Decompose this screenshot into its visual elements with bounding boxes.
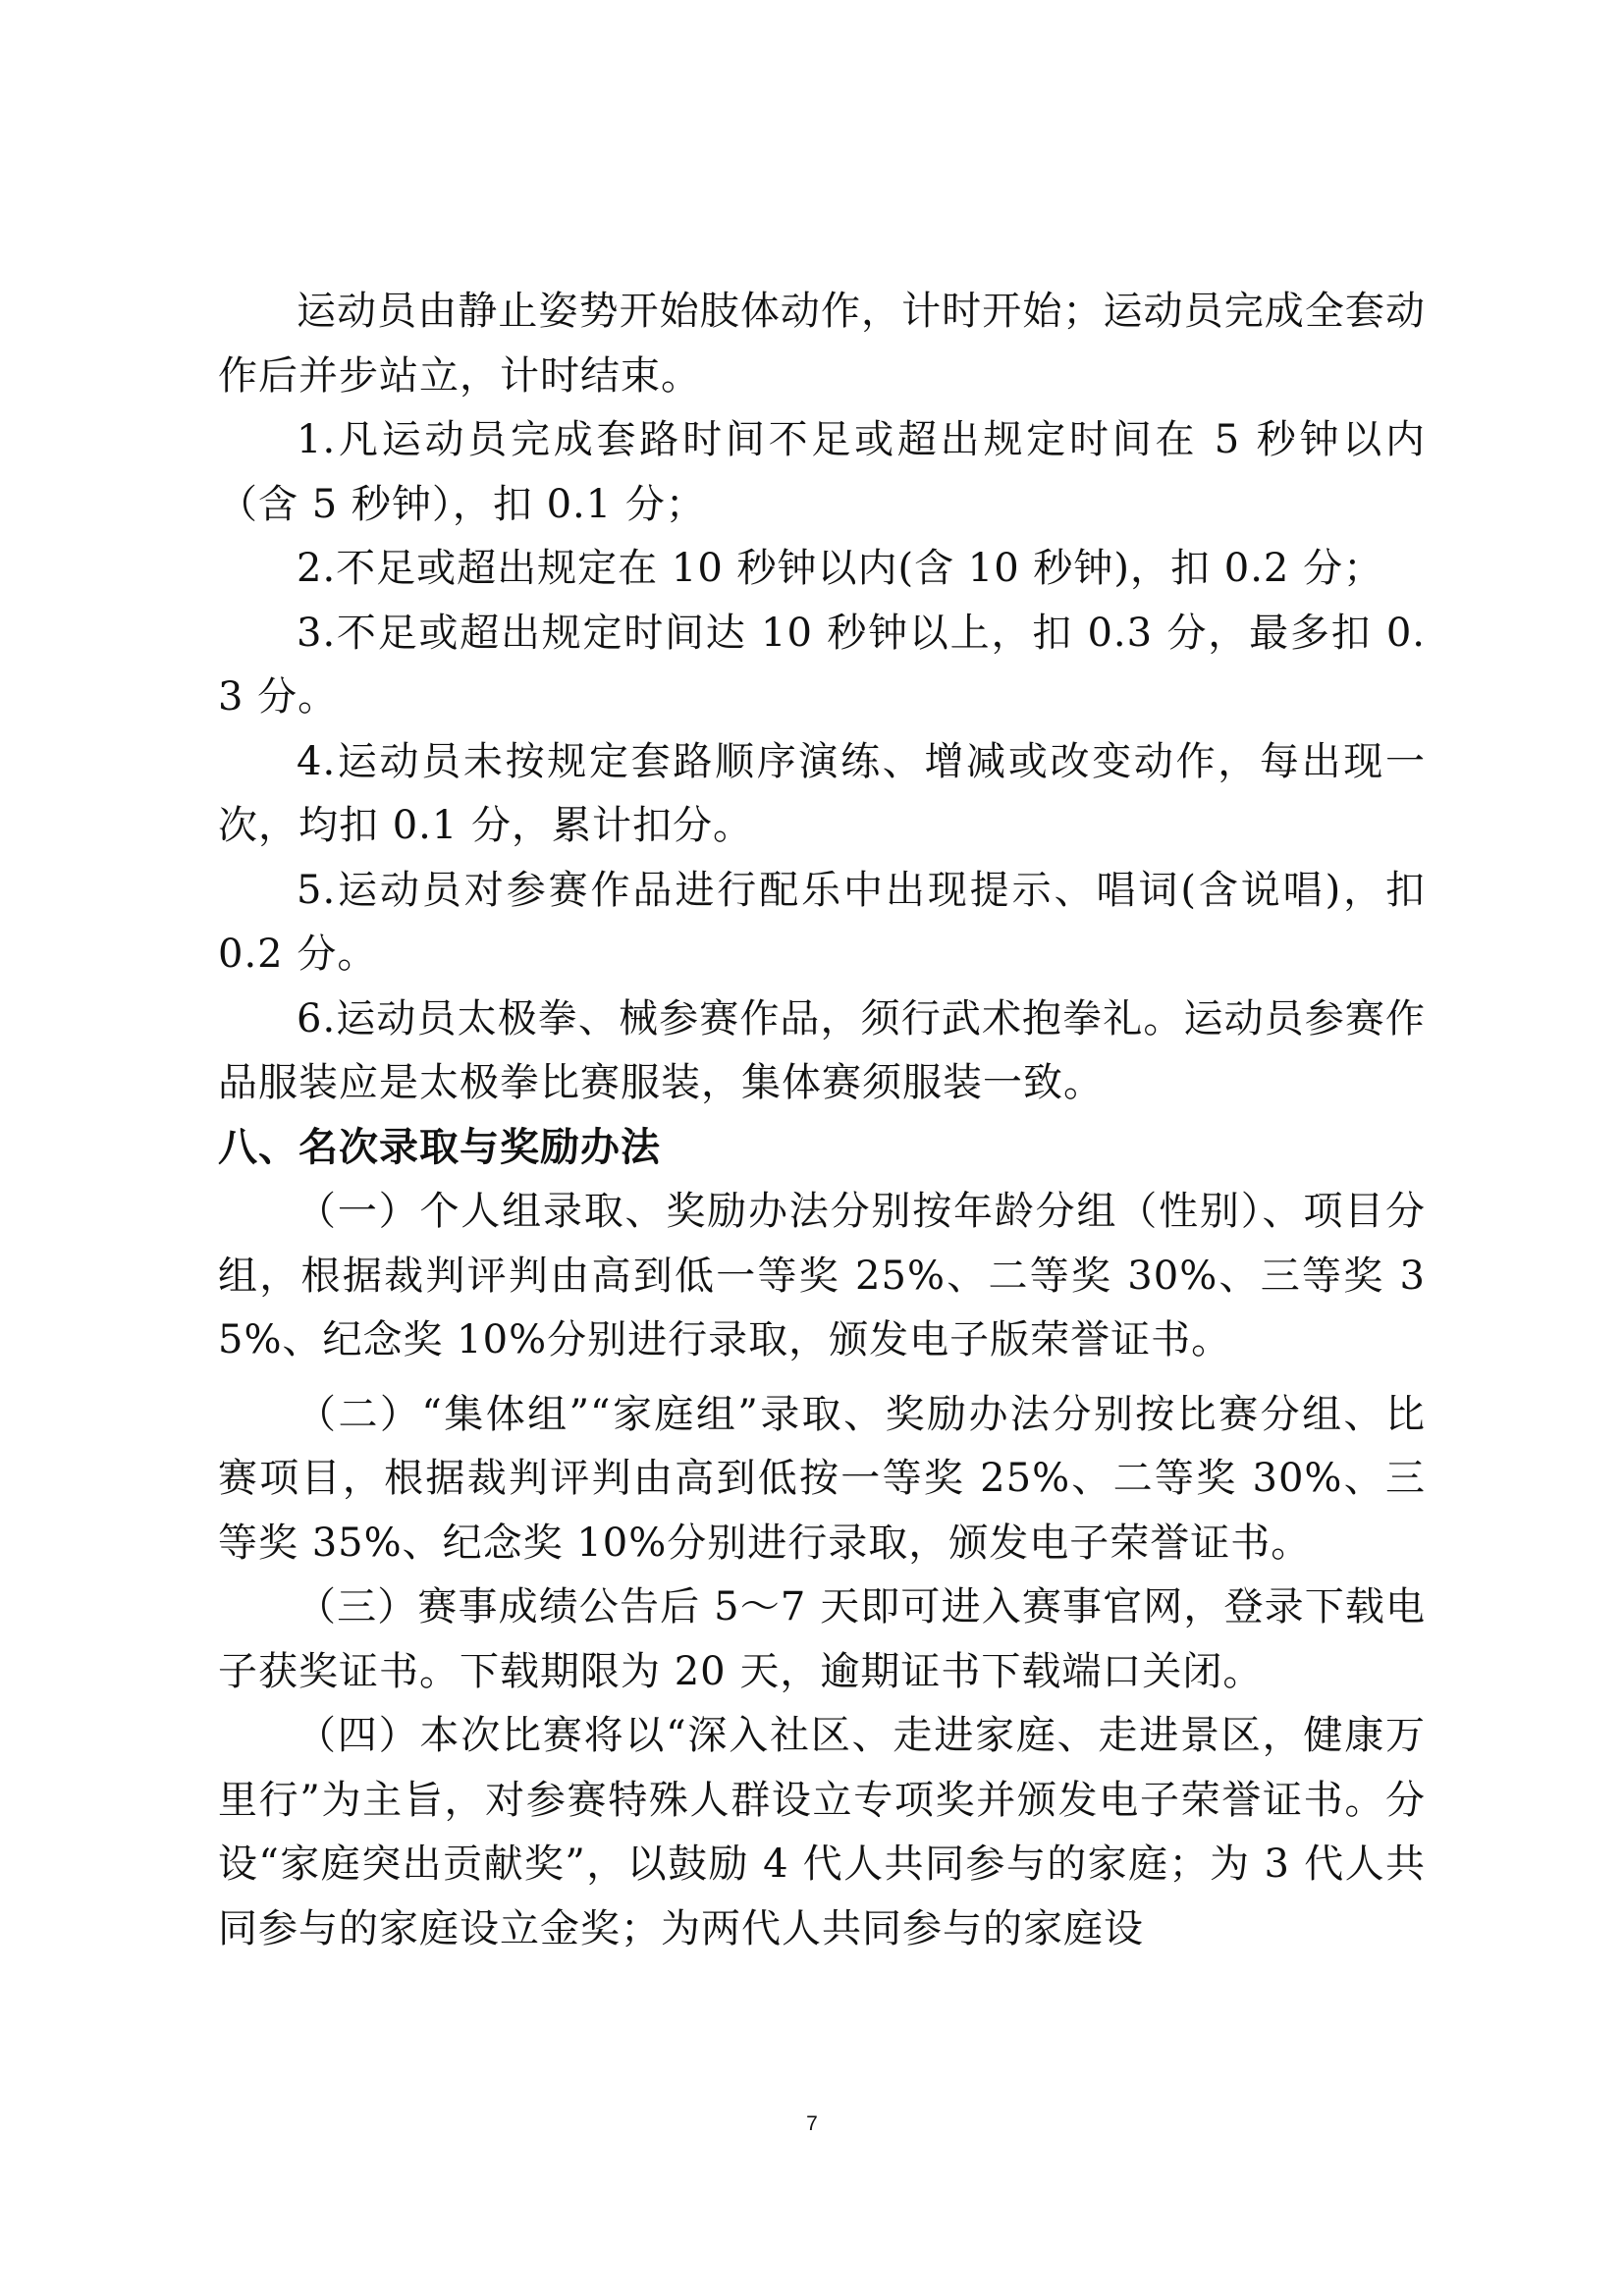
award-clause-1: （一）个人组录取、奖励办法分别按年龄分组（性别）、项目分组，根据裁判评判由高到低一等奖 25%、二等奖 30%、三等奖 35%、纪念奖 10%分别进行录取，颁发电子版荣誉证书。 xyxy=(218,1189,1426,1362)
deduction-rule-6: 6.运动员太极拳、械参赛作品，须行武术抱拳礼。运动员参赛作品服装应是太极拳比赛服装，集体赛须服装一致。 xyxy=(218,995,1426,1105)
deduction-rule-5: 5.运动员对参赛作品进行配乐中出现提示、唱词(含说唱)，扣 0.2 分。 xyxy=(218,867,1426,977)
deduction-rule-4: 4.运动员未按规定套路顺序演练、增减或改变动作，每出现一次，均扣 0.1 分，累计扣分。 xyxy=(218,738,1426,848)
page-number: 7 xyxy=(806,2112,818,2135)
award-clause-3: （三）赛事成绩公告后 5～7 天即可进入赛事官网，登录下载电子获奖证书。下载期限为 20 天，逾期证书下载端口关闭。 xyxy=(218,1584,1426,1694)
deduction-rule-1: 1.凡运动员完成套路时间不足或超出规定时间在 5 秒钟以内（含 5 秒钟），扣 0.1 分； xyxy=(218,417,1426,527)
timing-rule-paragraph: 运动员由静止姿势开始肢体动作，计时开始；运动员完成全套动作后并步站立，计时结束。 xyxy=(218,289,1426,399)
award-clause-2: （二）“集体组”“家庭组”录取、奖励办法分别按比赛分组、比赛项目，根据裁判评判由高到低按一等奖 25%、二等奖 30%、三等奖 35%、纪念奖 10%分别进行录取，颁发电子荣誉证书。 xyxy=(218,1391,1426,1566)
deduction-rule-2: 2.不足或超出规定在 10 秒钟以内(含 10 秒钟)，扣 0.2 分； xyxy=(297,546,1384,591)
document-body xyxy=(218,280,1426,1961)
deduction-rule-3: 3.不足或超出规定时间达 10 秒钟以上，扣 0.3 分，最多扣 0.3 分。 xyxy=(218,610,1426,720)
award-clause-4: （四）本次比赛将以“深入社区、走进家庭、走进景区，健康万里行”为主旨，对参赛特殊人群设立专项奖并颁发电子荣誉证书。分设“家庭突出贡献奖”，以鼓励 4 代人共同参与的家庭；为 3 代人共同参与的家庭设立金奖；为两代人共同参与的家庭设 xyxy=(218,1713,1426,1951)
section-heading-awards: 八、名次录取与奖励办法 xyxy=(218,1124,661,1170)
